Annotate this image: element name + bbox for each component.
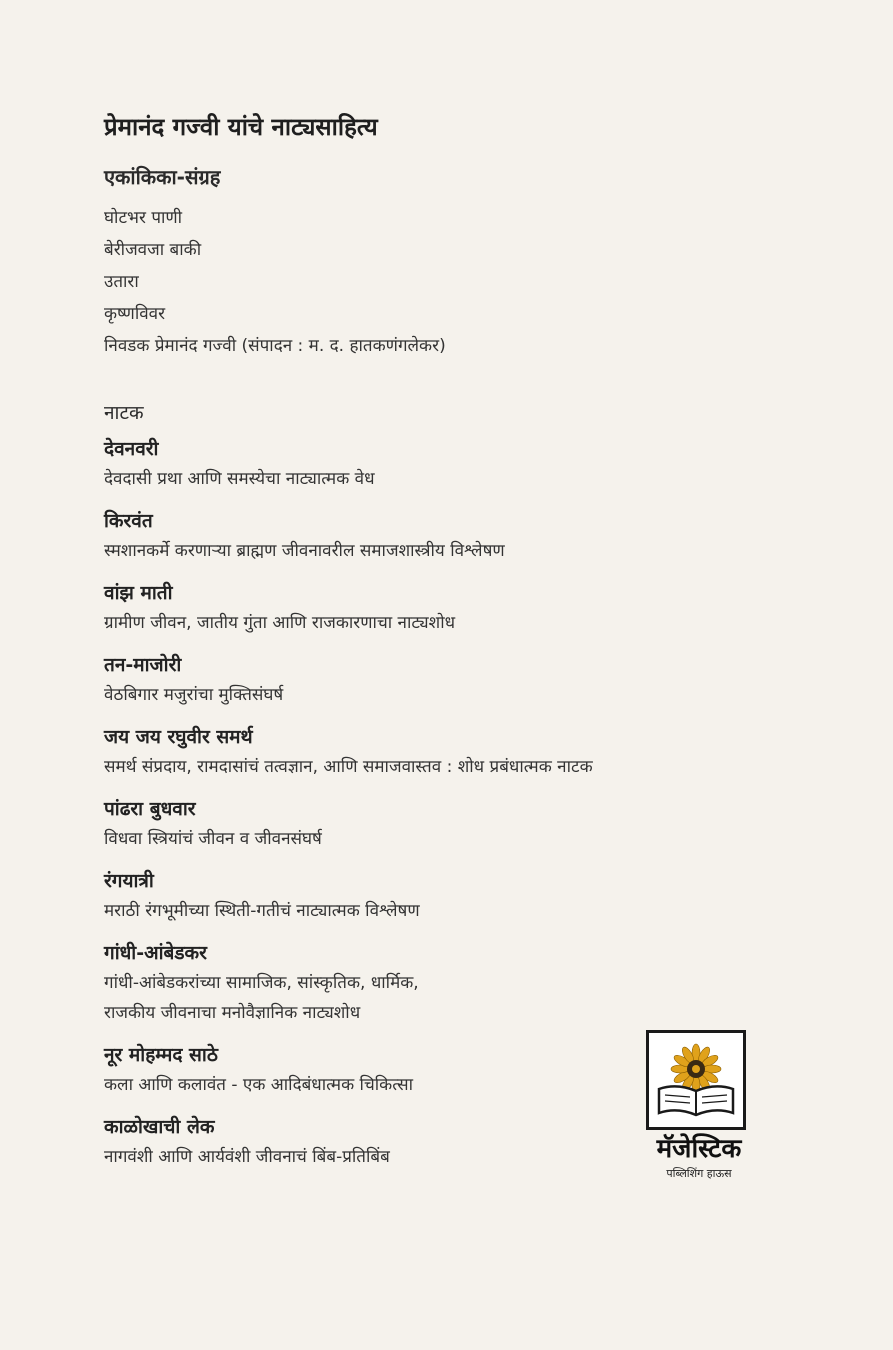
logo-emblem-svg bbox=[649, 1033, 743, 1127]
play-description: मराठी रंगभूमीच्या स्थिती-गतीचं नाट्यात्मक विश्लेषण bbox=[104, 901, 420, 921]
play-title: गांधी-आंबेडकर bbox=[104, 942, 207, 964]
content-column bbox=[104, 112, 764, 1186]
play-description: समर्थ संप्रदाय, रामदासांचं तत्वज्ञान, आणि समाजवास्तव : शोध प्रबंधात्मक नाटक bbox=[104, 757, 593, 777]
play-entry bbox=[104, 796, 764, 854]
play-title: जय जय रघुवीर समर्थ bbox=[104, 726, 253, 748]
collection-item: उतारा bbox=[104, 272, 139, 292]
play-title: रंगयात्री bbox=[104, 870, 154, 892]
play-description: विधवा स्त्रियांचं जीवन व जीवनसंघर्ष bbox=[104, 829, 322, 849]
section-spacer bbox=[104, 362, 764, 400]
play-description: गांधी-आंबेडकरांच्या सामाजिक, सांस्कृतिक, धार्मिक, bbox=[104, 973, 419, 993]
play-entry bbox=[104, 868, 764, 926]
play-entry bbox=[104, 724, 764, 782]
play-entry bbox=[104, 508, 764, 566]
sunflower-book-icon bbox=[646, 1030, 746, 1130]
publisher-subtitle: पब्लिशिंग हाऊस bbox=[666, 1167, 732, 1180]
publisher-name: मॅजेस्टिक bbox=[656, 1134, 742, 1164]
play-description: ग्रामीण जीवन, जातीय गुंता आणि राजकारणाचा नाट्यशोध bbox=[104, 613, 456, 633]
collection-item: निवडक प्रेमानंद गज्वी (संपादन : म. द. हातकणंगलेकर) bbox=[104, 336, 446, 356]
play-description: नागवंशी आणि आर्यवंशी जीवनाचं बिंब-प्रतिबिंब bbox=[104, 1147, 390, 1167]
play-description: राजकीय जीवनाचा मनोवैज्ञानिक नाट्यशोध bbox=[104, 1003, 361, 1023]
collection-item: बेरीजवजा बाकी bbox=[104, 240, 202, 260]
play-description: कला आणि कलावंत - एक आदिबंधात्मक चिकित्सा bbox=[104, 1075, 413, 1095]
play-entry bbox=[104, 652, 764, 710]
play-entry bbox=[104, 580, 764, 638]
play-title: तन-माजोरी bbox=[104, 654, 182, 676]
play-description: देवदासी प्रथा आणि समस्येचा नाट्यात्मक वेध bbox=[104, 469, 375, 489]
play-entry bbox=[104, 940, 764, 1028]
play-title: वांझ माती bbox=[104, 582, 173, 604]
plays-heading: नाटक bbox=[104, 402, 144, 424]
play-title: पांढरा बुधवार bbox=[104, 798, 196, 820]
collections-heading: एकांकिका-संग्रह bbox=[104, 165, 221, 189]
collection-item: घोटभर पाणी bbox=[104, 208, 183, 228]
play-description: वेठबिगार मजुरांचा मुक्तिसंघर्ष bbox=[104, 685, 284, 705]
collection-item: कृष्णविवर bbox=[104, 304, 166, 324]
collections-list bbox=[104, 202, 764, 362]
page-title: प्रेमानंद गज्वी यांचे नाट्यसाहित्य bbox=[104, 113, 378, 141]
play-title: देवनवरी bbox=[104, 438, 159, 460]
play-description: स्मशानकर्मे करणाऱ्या ब्राह्मण जीवनावरील समाजशास्त्रीय विश्लेषण bbox=[104, 541, 505, 561]
play-entry bbox=[104, 436, 764, 494]
publisher-logo bbox=[646, 1030, 752, 1181]
play-title: किरवंत bbox=[104, 510, 153, 532]
play-title: काळोखाची लेक bbox=[104, 1116, 215, 1138]
play-title: नूर मोहम्मद साठे bbox=[104, 1044, 218, 1066]
